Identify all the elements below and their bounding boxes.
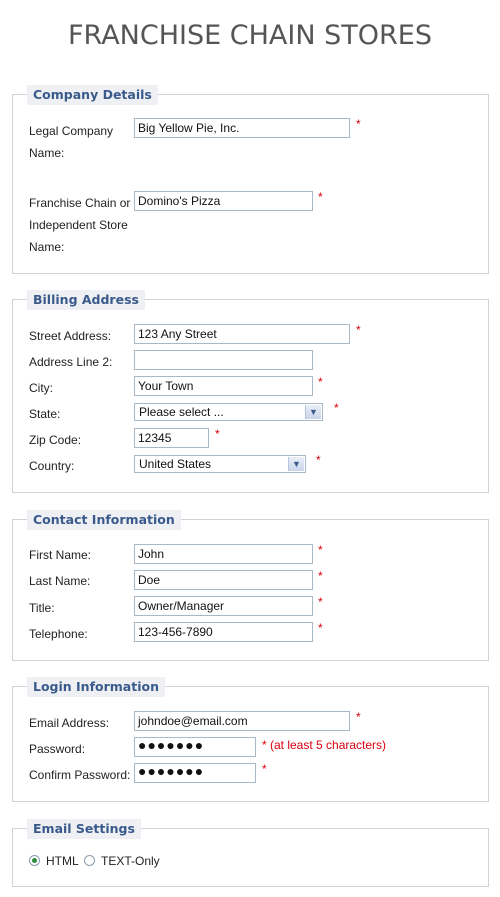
confirm-password-label: Confirm Password: bbox=[29, 768, 131, 782]
city-label: City: bbox=[29, 381, 53, 395]
state-required-mark: * bbox=[334, 401, 339, 415]
last-name-label: Last Name: bbox=[29, 574, 91, 588]
chevron-down-icon: ▼ bbox=[305, 405, 321, 419]
contact-information-section bbox=[12, 512, 489, 661]
html-radio-label[interactable]: HTML bbox=[46, 854, 79, 868]
legal-name-label-line1: Legal Company bbox=[29, 124, 114, 138]
title-required-mark: * bbox=[318, 595, 323, 609]
first-name-input[interactable]: John bbox=[134, 544, 313, 564]
email-address-input[interactable]: johndoe@email.com bbox=[134, 711, 350, 731]
login-information-section bbox=[12, 679, 489, 802]
city-required-mark: * bbox=[318, 375, 323, 389]
email-settings-legend: Email Settings bbox=[27, 819, 141, 839]
text-only-radio[interactable] bbox=[84, 855, 95, 866]
login-information-legend: Login Information bbox=[27, 677, 165, 697]
chain-name-input[interactable]: Domino's Pizza bbox=[134, 191, 313, 211]
state-label: State: bbox=[29, 407, 61, 421]
email-address-label: Email Address: bbox=[29, 716, 110, 730]
company-details-legend: Company Details bbox=[27, 85, 158, 105]
last-name-required-mark: * bbox=[318, 569, 323, 583]
telephone-input[interactable]: 123-456-7890 bbox=[134, 622, 313, 642]
billing-address-legend: Billing Address bbox=[27, 290, 145, 310]
page-title: FRANCHISE CHAIN STORES bbox=[68, 20, 432, 51]
country-required-mark: * bbox=[316, 453, 321, 467]
street-required-mark: * bbox=[356, 323, 361, 337]
legal-name-required-mark: * bbox=[356, 117, 361, 131]
chain-name-label-line3: Name: bbox=[29, 240, 65, 254]
street-address-input[interactable]: 123 Any Street bbox=[134, 324, 350, 344]
last-name-input[interactable]: Doe bbox=[134, 570, 313, 590]
address-line2-label: Address Line 2: bbox=[29, 355, 113, 369]
zip-code-input[interactable]: 12345 bbox=[134, 428, 209, 448]
legal-company-name-input[interactable]: Big Yellow Pie, Inc. bbox=[134, 118, 350, 138]
chevron-down-icon: ▼ bbox=[288, 457, 304, 471]
zip-code-label: Zip Code: bbox=[29, 433, 82, 447]
password-input[interactable]: ●●●●●●● bbox=[134, 737, 256, 757]
telephone-required-mark: * bbox=[318, 621, 323, 635]
legal-name-label-line2: Name: bbox=[29, 146, 65, 160]
country-label: Country: bbox=[29, 459, 75, 473]
title-input[interactable]: Owner/Manager bbox=[134, 596, 313, 616]
text-only-radio-label[interactable]: TEXT-Only bbox=[101, 854, 160, 868]
chain-name-required-mark: * bbox=[318, 190, 323, 204]
first-name-label: First Name: bbox=[29, 548, 92, 562]
chain-name-label-line1: Franchise Chain or bbox=[29, 196, 131, 210]
billing-address-section bbox=[12, 292, 489, 493]
address-line2-input[interactable] bbox=[134, 350, 313, 370]
password-label: Password: bbox=[29, 742, 86, 756]
first-name-required-mark: * bbox=[318, 543, 323, 557]
telephone-label: Telephone: bbox=[29, 627, 88, 641]
state-select-value: Please select ... bbox=[139, 405, 224, 419]
html-radio[interactable] bbox=[29, 855, 40, 866]
email-settings-section bbox=[12, 821, 489, 887]
email-required-mark: * bbox=[356, 710, 361, 724]
chain-name-label-line2: Independent Store bbox=[29, 218, 128, 232]
street-address-label: Street Address: bbox=[29, 329, 112, 343]
zip-required-mark: * bbox=[215, 427, 220, 441]
company-details-section bbox=[12, 87, 489, 274]
title-label: Title: bbox=[29, 601, 55, 615]
confirm-password-input[interactable]: ●●●●●●● bbox=[134, 763, 256, 783]
password-hint: * (at least 5 characters) bbox=[262, 738, 387, 752]
country-select[interactable] bbox=[134, 455, 306, 473]
country-select-value: United States bbox=[139, 457, 212, 471]
confirm-password-required-mark: * bbox=[262, 762, 267, 776]
city-input[interactable]: Your Town bbox=[134, 376, 313, 396]
state-select[interactable] bbox=[134, 403, 323, 421]
contact-information-legend: Contact Information bbox=[27, 510, 181, 530]
